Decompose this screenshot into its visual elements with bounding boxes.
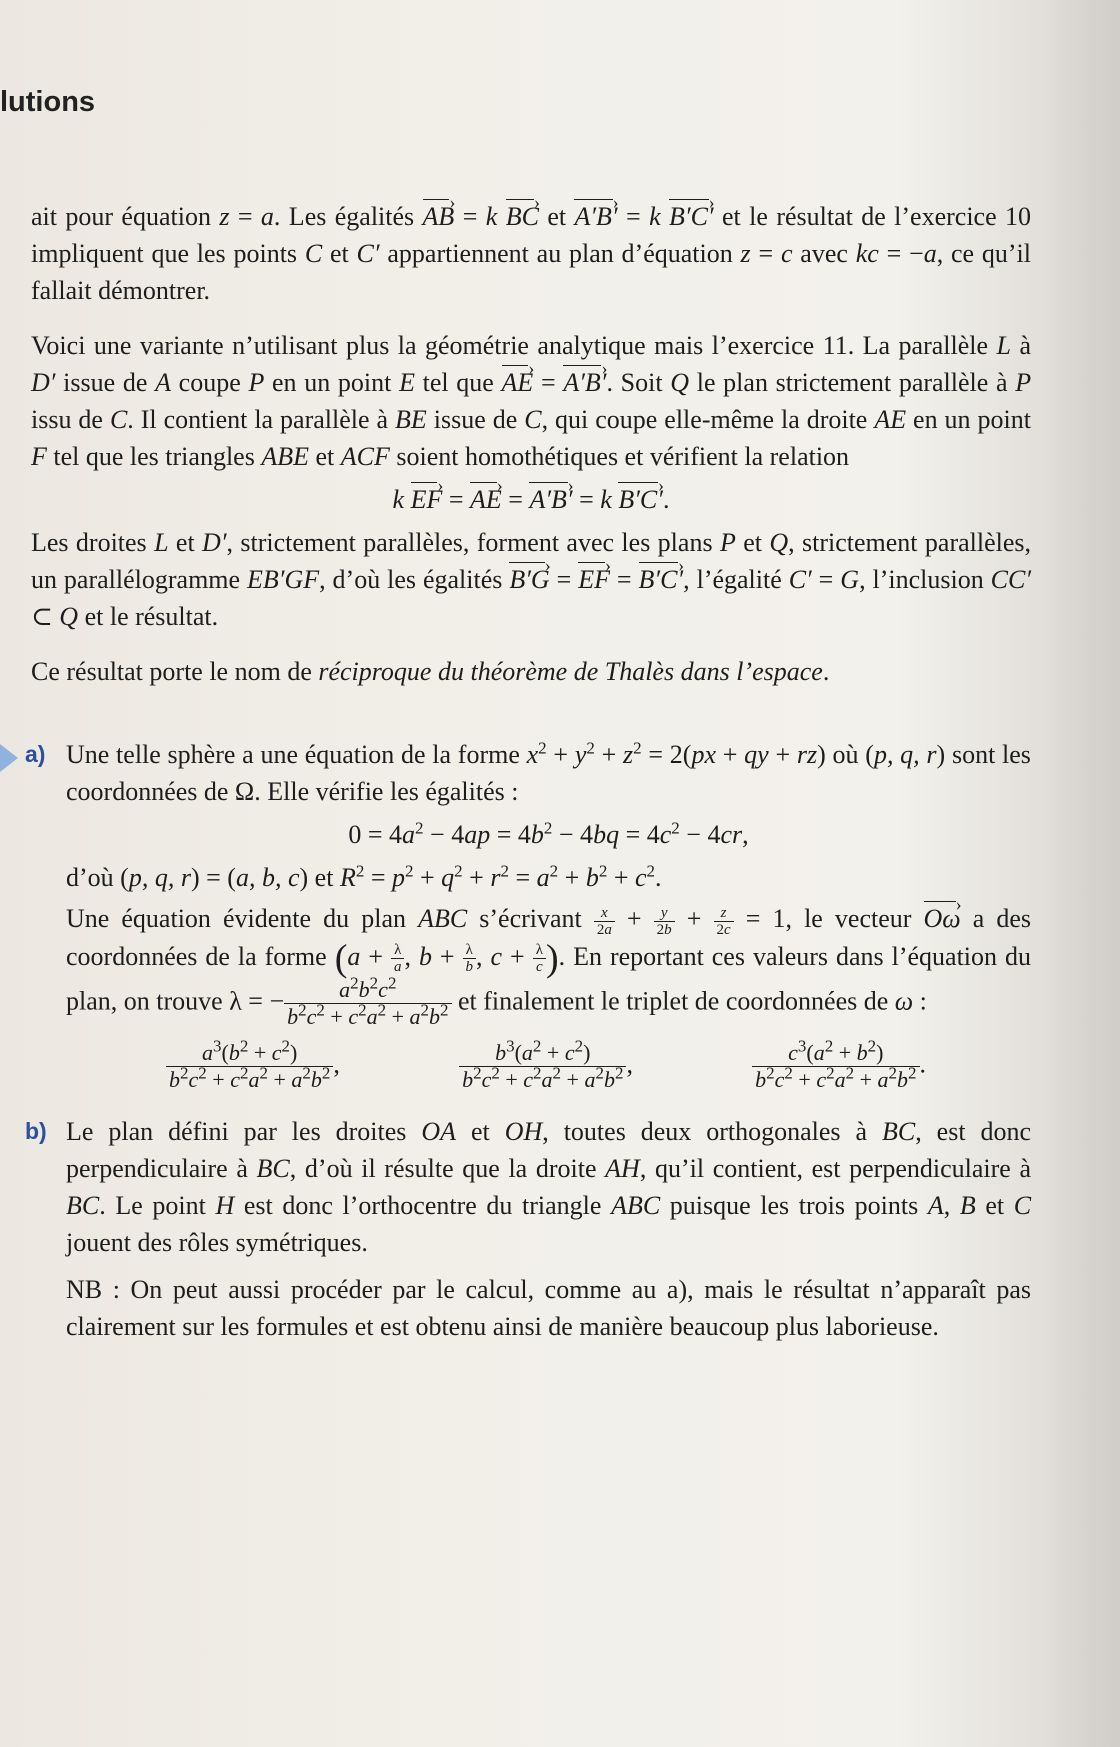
nb-note: NB : On peut aussi procéder par le calcul, comme au a), mais le résultat n’apparaît pas clairement sur les formules et est obtenu ainsi de manière beaucoup plus laborieuse.: [66, 1275, 1031, 1342]
part-b: [25, 1113, 1032, 1345]
running-header: lutions: [0, 86, 96, 118]
paragraph-2: Voici une variante n’utilisant plus la géométrie analytique mais l’exercice 11. La parallèle L à D′ issue de A coupe P en un point E tel que AE › = A′B′ ›. Soit Q le plan strictement parallèle à P issu de C. Il contient la parallèle à BE issue de C, qui coupe elle-même la droite AE en un point F tel que les triangles ABE et ACF soient homothétiques et vérifient la relation: [31, 327, 1031, 475]
part-a-text-3: Une équation évidente du plan ABC s’écrivant $\frac{x}{2a}$ + $\frac{y}{2b}$ + $\frac{z}{2c}$ = 1, le vecteur Oω › a des coordonnées de la forme (a + $\frac{\lambda}{a}$ , b + $\frac{\lambda}{b}$ , c + $\frac{\lambda}{c}$ ). En reportant ces valeurs dans l’équation du plan, on trouve λ = − $\frac{a^2b^2c^2}{b^2c^2 + c^2a^2 + a^2b^2}$ et finalement le triplet de coordonnées de ω :: [66, 900, 1031, 1030]
paragraph-1: ait pour équation z = a. Les égalités AB › = k BC › et A′B′ › = k B′C′ › et le résultat de l’exercice 10 impliquent que les points C et C′ appartiennent au plan d’équation z = c avec kc = −a, ce qu’il fallait démontrer.: [31, 198, 1031, 309]
exercise-marker-icon: [0, 744, 18, 772]
page-body: [25, 198, 1032, 1345]
part-a-label: a): [25, 741, 46, 767]
part-a: [25, 736, 1032, 1093]
part-a-text-2: d’où (p, q, r) = (a, b, c) et $R^2 = p^2 + q^2 + r^2 = a^2 + b^2 + c^2$.: [66, 861, 662, 892]
equation-homothety: k EF › = AE › = A′B′ › = k B′C′ ›.: [31, 481, 1031, 518]
paragraph-4: Ce résultat porte le nom de réciproque du théorème de Thalès dans l’espace.: [31, 657, 830, 686]
part-b-text: Le plan défini par les droites OA et OH, toutes deux orthogonales à BC, est donc perpendiculaire à BC, d’où il résulte que la droite AH, qu’il contient, est perpendiculaire à BC. Le point H est donc l’orthocentre du triangle ABC puisque les trois points A, B et C jouent des rôles symétriques.: [66, 1117, 1032, 1258]
part-a-text-1: Une telle sphère a une équation de la forme $x^2 + y^2 + z^2 = 2(px$ + qy + rz) où (p, q, r) sont les coordonnées de Ω. Elle vérifie les égalités :: [66, 738, 1031, 806]
part-b-label: b): [25, 1118, 47, 1145]
equation-omega-coordinates: $\frac{a^3(b^2 + c^2)}{b^2c^2 + c^2a^2 + a^2b^2}$ , $\frac{b^3(a^2 + c^2)}{b^2c^2 + c^2a^2 + a^2b^2}$ , $\frac{c^3(a^2 + b^2)}{b^2c^2 + c^2a^2 + a^2b^2}$ .: [166, 1040, 926, 1093]
page-edge-shadow: [1040, 0, 1120, 1747]
equation-sphere: $0 = 4a^2 - 4ap = 4b^2 - 4bq = 4c^2 - 4cr$,: [348, 818, 749, 849]
paragraph-3: Les droites L et D′, strictement parallèles, forment avec les plans P et Q, strictement parallèles, un parallélogramme EB′GF, d’où les égalités B′G › = EF › = B′C′ ›, l’égalité C′ = G, l’inclusion CC′ ⊂ Q et le résultat.: [31, 524, 1031, 635]
